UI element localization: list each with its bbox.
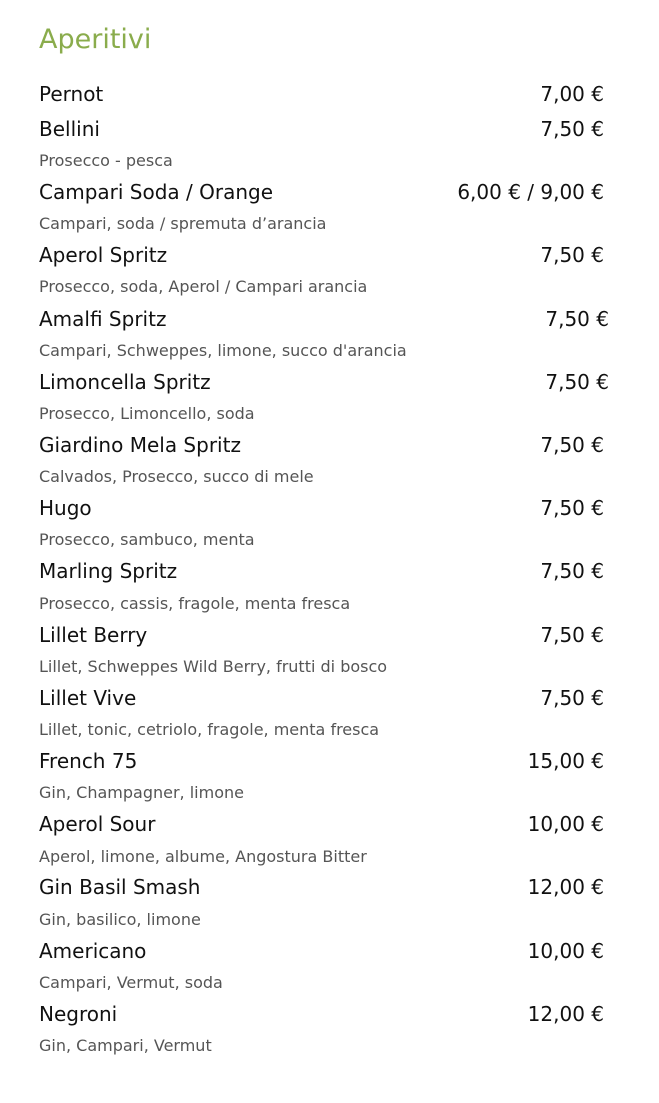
item-description: Prosecco, Limoncello, soda [39, 404, 255, 423]
item-description: Aperol, limone, albume, Angostura Bitter [39, 847, 367, 866]
item-price: 7,50 € [540, 433, 604, 457]
item-name: Aperol Spritz [39, 243, 168, 267]
item-description: Campari, Vermut, soda [39, 973, 223, 992]
item-name: French 75 [39, 749, 138, 773]
item-description: Gin, Campari, Vermut [39, 1036, 212, 1055]
item-price: 7,50 € [540, 623, 604, 647]
item-name: Amalfi Spritz [39, 307, 167, 331]
item-name: Gin Basil Smash [39, 875, 201, 899]
item-name: Bellini [39, 117, 100, 141]
item-name: Negroni [39, 1002, 118, 1026]
item-description: Lillet, Schweppes Wild Berry, frutti di bosco [39, 657, 388, 676]
item-description: Prosecco - pesca [39, 151, 173, 170]
item-description: Campari, Schweppes, limone, succo d'arancia [39, 341, 407, 360]
item-description: Prosecco, sambuco, menta [39, 530, 255, 549]
item-name: Campari Soda / Orange [39, 180, 274, 204]
item-price: 7,50 € [540, 559, 604, 583]
item-name: Hugo [39, 496, 92, 520]
item-name: Aperol Sour [39, 812, 156, 836]
item-price: 7,50 € [540, 686, 604, 710]
item-price: 6,00 € / 9,00 € [457, 180, 604, 204]
section-title: Aperitivi [39, 24, 152, 55]
item-name: Lillet Vive [39, 686, 137, 710]
item-price: 12,00 € [527, 1002, 604, 1026]
item-price: 7,50 € [540, 496, 604, 520]
item-description: Lillet, tonic, cetriolo, fragole, menta fresca [39, 720, 380, 739]
item-description: Calvados, Prosecco, succo di mele [39, 467, 314, 486]
item-name: Lillet Berry [39, 623, 148, 647]
item-name: Americano [39, 939, 147, 963]
item-price: 7,00 € [540, 82, 604, 106]
item-name: Limoncella Spritz [39, 370, 211, 394]
item-price: 10,00 € [527, 939, 604, 963]
item-description: Gin, basilico, limone [39, 910, 201, 929]
item-description: Prosecco, cassis, fragole, menta fresca [39, 594, 351, 613]
item-price: 12,00 € [527, 875, 604, 899]
item-description: Campari, soda / spremuta d’arancia [39, 214, 327, 233]
item-price: 7,50 € [545, 307, 609, 331]
item-price: 15,00 € [527, 749, 604, 773]
item-price: 7,50 € [540, 243, 604, 267]
item-price: 10,00 € [527, 812, 604, 836]
item-description: Prosecco, soda, Aperol / Campari arancia [39, 277, 368, 296]
item-price: 7,50 € [545, 370, 609, 394]
item-name: Pernot [39, 82, 104, 106]
item-name: Marling Spritz [39, 559, 178, 583]
item-description: Gin, Champagner, limone [39, 783, 244, 802]
item-price: 7,50 € [540, 117, 604, 141]
item-name: Giardino Mela Spritz [39, 433, 241, 457]
